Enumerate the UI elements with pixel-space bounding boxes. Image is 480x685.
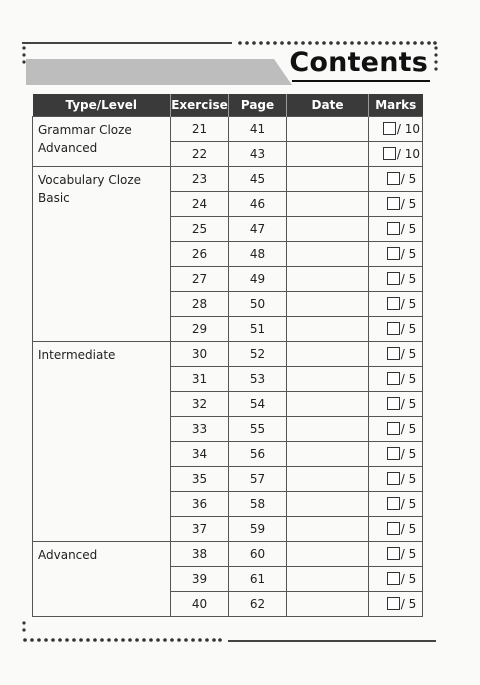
marks-total: / 10 [396,147,421,161]
type-level-label: Intermediate [38,348,116,362]
marks-total: / 5 [400,222,417,236]
page-cell: 59 [229,517,287,542]
page-title: Contents [289,47,428,78]
page-cell: 62 [229,592,287,617]
marks-cell [369,242,423,267]
marks-checkbox[interactable] [387,172,400,185]
marks-cell [369,367,423,392]
exercise-cell: 32 [171,392,229,417]
exercise-cell: 23 [171,167,229,192]
marks-checkbox[interactable] [387,422,400,435]
type-level-label: Advanced [38,548,98,562]
marks-cell [369,267,423,292]
marks-checkbox[interactable] [387,397,400,410]
exercise-cell: 26 [171,242,229,267]
header-exercise: Exercise [171,94,229,117]
exercise-cell: 38 [171,542,229,567]
top-border-dots [237,40,437,46]
type-level-label: Advanced [38,141,98,155]
exercise-cell: 29 [171,317,229,342]
marks-total: / 5 [400,472,417,486]
date-cell[interactable] [287,217,369,242]
exercise-cell: 25 [171,217,229,242]
marks-checkbox[interactable] [387,597,400,610]
date-cell[interactable] [287,492,369,517]
marks-total: / 5 [400,372,417,386]
page-cell: 61 [229,567,287,592]
exercise-cell: 22 [171,142,229,167]
date-cell[interactable] [287,117,369,142]
marks-cell [369,542,423,567]
date-cell[interactable] [287,442,369,467]
page-cell: 57 [229,467,287,492]
marks-cell [369,417,423,442]
marks-total: / 5 [400,597,417,611]
marks-total: / 5 [400,322,417,336]
marks-total: / 5 [400,447,417,461]
type-level-cell [33,167,171,342]
page-cell: 50 [229,292,287,317]
marks-cell [369,567,423,592]
marks-checkbox[interactable] [383,122,396,135]
table-row [33,542,423,567]
marks-total: / 5 [400,347,417,361]
page-cell: 47 [229,217,287,242]
date-cell[interactable] [287,142,369,167]
marks-cell [369,492,423,517]
page-cell: 46 [229,192,287,217]
date-cell[interactable] [287,517,369,542]
marks-checkbox[interactable] [387,297,400,310]
marks-checkbox[interactable] [387,497,400,510]
exercise-cell: 40 [171,592,229,617]
date-cell[interactable] [287,592,369,617]
exercise-cell: 37 [171,517,229,542]
marks-total: / 5 [400,522,417,536]
page-cell: 43 [229,142,287,167]
type-level-label: Basic [38,191,70,205]
exercise-cell: 27 [171,267,229,292]
marks-total: / 5 [400,397,417,411]
page-cell: 52 [229,342,287,367]
page-cell: 54 [229,392,287,417]
marks-checkbox[interactable] [387,272,400,285]
page-cell: 58 [229,492,287,517]
marks-cell [369,517,423,542]
marks-checkbox[interactable] [383,147,396,160]
marks-checkbox[interactable] [387,522,400,535]
table-row [33,342,423,367]
page-cell: 51 [229,317,287,342]
marks-cell [369,592,423,617]
right-border-dots [434,44,438,74]
page-cell: 60 [229,542,287,567]
marks-total: / 5 [400,197,417,211]
marks-total: / 5 [400,172,417,186]
marks-total: / 5 [400,422,417,436]
marks-total: / 5 [400,297,417,311]
exercise-cell: 39 [171,567,229,592]
date-cell[interactable] [287,192,369,217]
page-cell: 53 [229,367,287,392]
header-page: Page [229,94,287,117]
date-cell[interactable] [287,367,369,392]
date-cell[interactable] [287,467,369,492]
marks-cell [369,442,423,467]
exercise-cell: 36 [171,492,229,517]
exercise-cell: 21 [171,117,229,142]
marks-total: / 5 [400,272,417,286]
marks-checkbox[interactable] [387,572,400,585]
page-cell: 45 [229,167,287,192]
marks-cell [369,192,423,217]
exercise-cell: 34 [171,442,229,467]
page-cell: 49 [229,267,287,292]
marks-checkbox[interactable] [387,447,400,460]
marks-checkbox[interactable] [387,547,400,560]
top-border-line [22,42,232,44]
bottom-left-border-dots [22,620,26,638]
date-cell[interactable] [287,392,369,417]
type-level-cell [33,342,171,542]
marks-checkbox[interactable] [387,222,400,235]
bottom-border-dots [22,637,222,643]
marks-cell [369,142,423,167]
exercise-cell: 35 [171,467,229,492]
marks-cell [369,392,423,417]
marks-cell [369,467,423,492]
page-cell: 56 [229,442,287,467]
date-cell[interactable] [287,417,369,442]
table-body [33,117,423,617]
marks-checkbox[interactable] [387,322,400,335]
marks-total: / 5 [400,547,417,561]
table-row [33,117,423,142]
header-type-level: Type/Level [33,94,171,117]
bottom-border-line [228,640,436,642]
marks-checkbox[interactable] [387,472,400,485]
title-underline [292,80,430,82]
marks-cell [369,217,423,242]
page-cell: 41 [229,117,287,142]
marks-cell [369,317,423,342]
date-cell[interactable] [287,267,369,292]
page-cell: 55 [229,417,287,442]
header-marks: Marks [369,94,423,117]
exercise-cell: 24 [171,192,229,217]
date-cell[interactable] [287,317,369,342]
marks-checkbox[interactable] [387,347,400,360]
date-cell[interactable] [287,342,369,367]
contents-table [32,94,423,617]
date-cell[interactable] [287,167,369,192]
marks-checkbox[interactable] [387,372,400,385]
marks-cell [369,342,423,367]
marks-checkbox[interactable] [387,247,400,260]
exercise-cell: 28 [171,292,229,317]
marks-total: / 5 [400,497,417,511]
table-row [33,167,423,192]
exercise-cell: 30 [171,342,229,367]
marks-cell [369,117,423,142]
marks-total: / 5 [400,572,417,586]
type-level-label: Vocabulary Cloze [38,173,142,187]
header-date: Date [287,94,369,117]
date-cell[interactable] [287,567,369,592]
type-level-cell [33,117,171,167]
marks-total: / 5 [400,247,417,261]
date-cell[interactable] [287,292,369,317]
date-cell[interactable] [287,542,369,567]
date-cell[interactable] [287,242,369,267]
header-row [33,94,423,117]
marks-checkbox[interactable] [387,197,400,210]
exercise-cell: 33 [171,417,229,442]
page-cell: 48 [229,242,287,267]
type-level-cell [33,542,171,617]
type-level-label: Grammar Cloze [38,123,132,137]
exercise-cell: 31 [171,367,229,392]
marks-total: / 10 [396,122,421,136]
marks-cell [369,292,423,317]
marks-cell [369,167,423,192]
